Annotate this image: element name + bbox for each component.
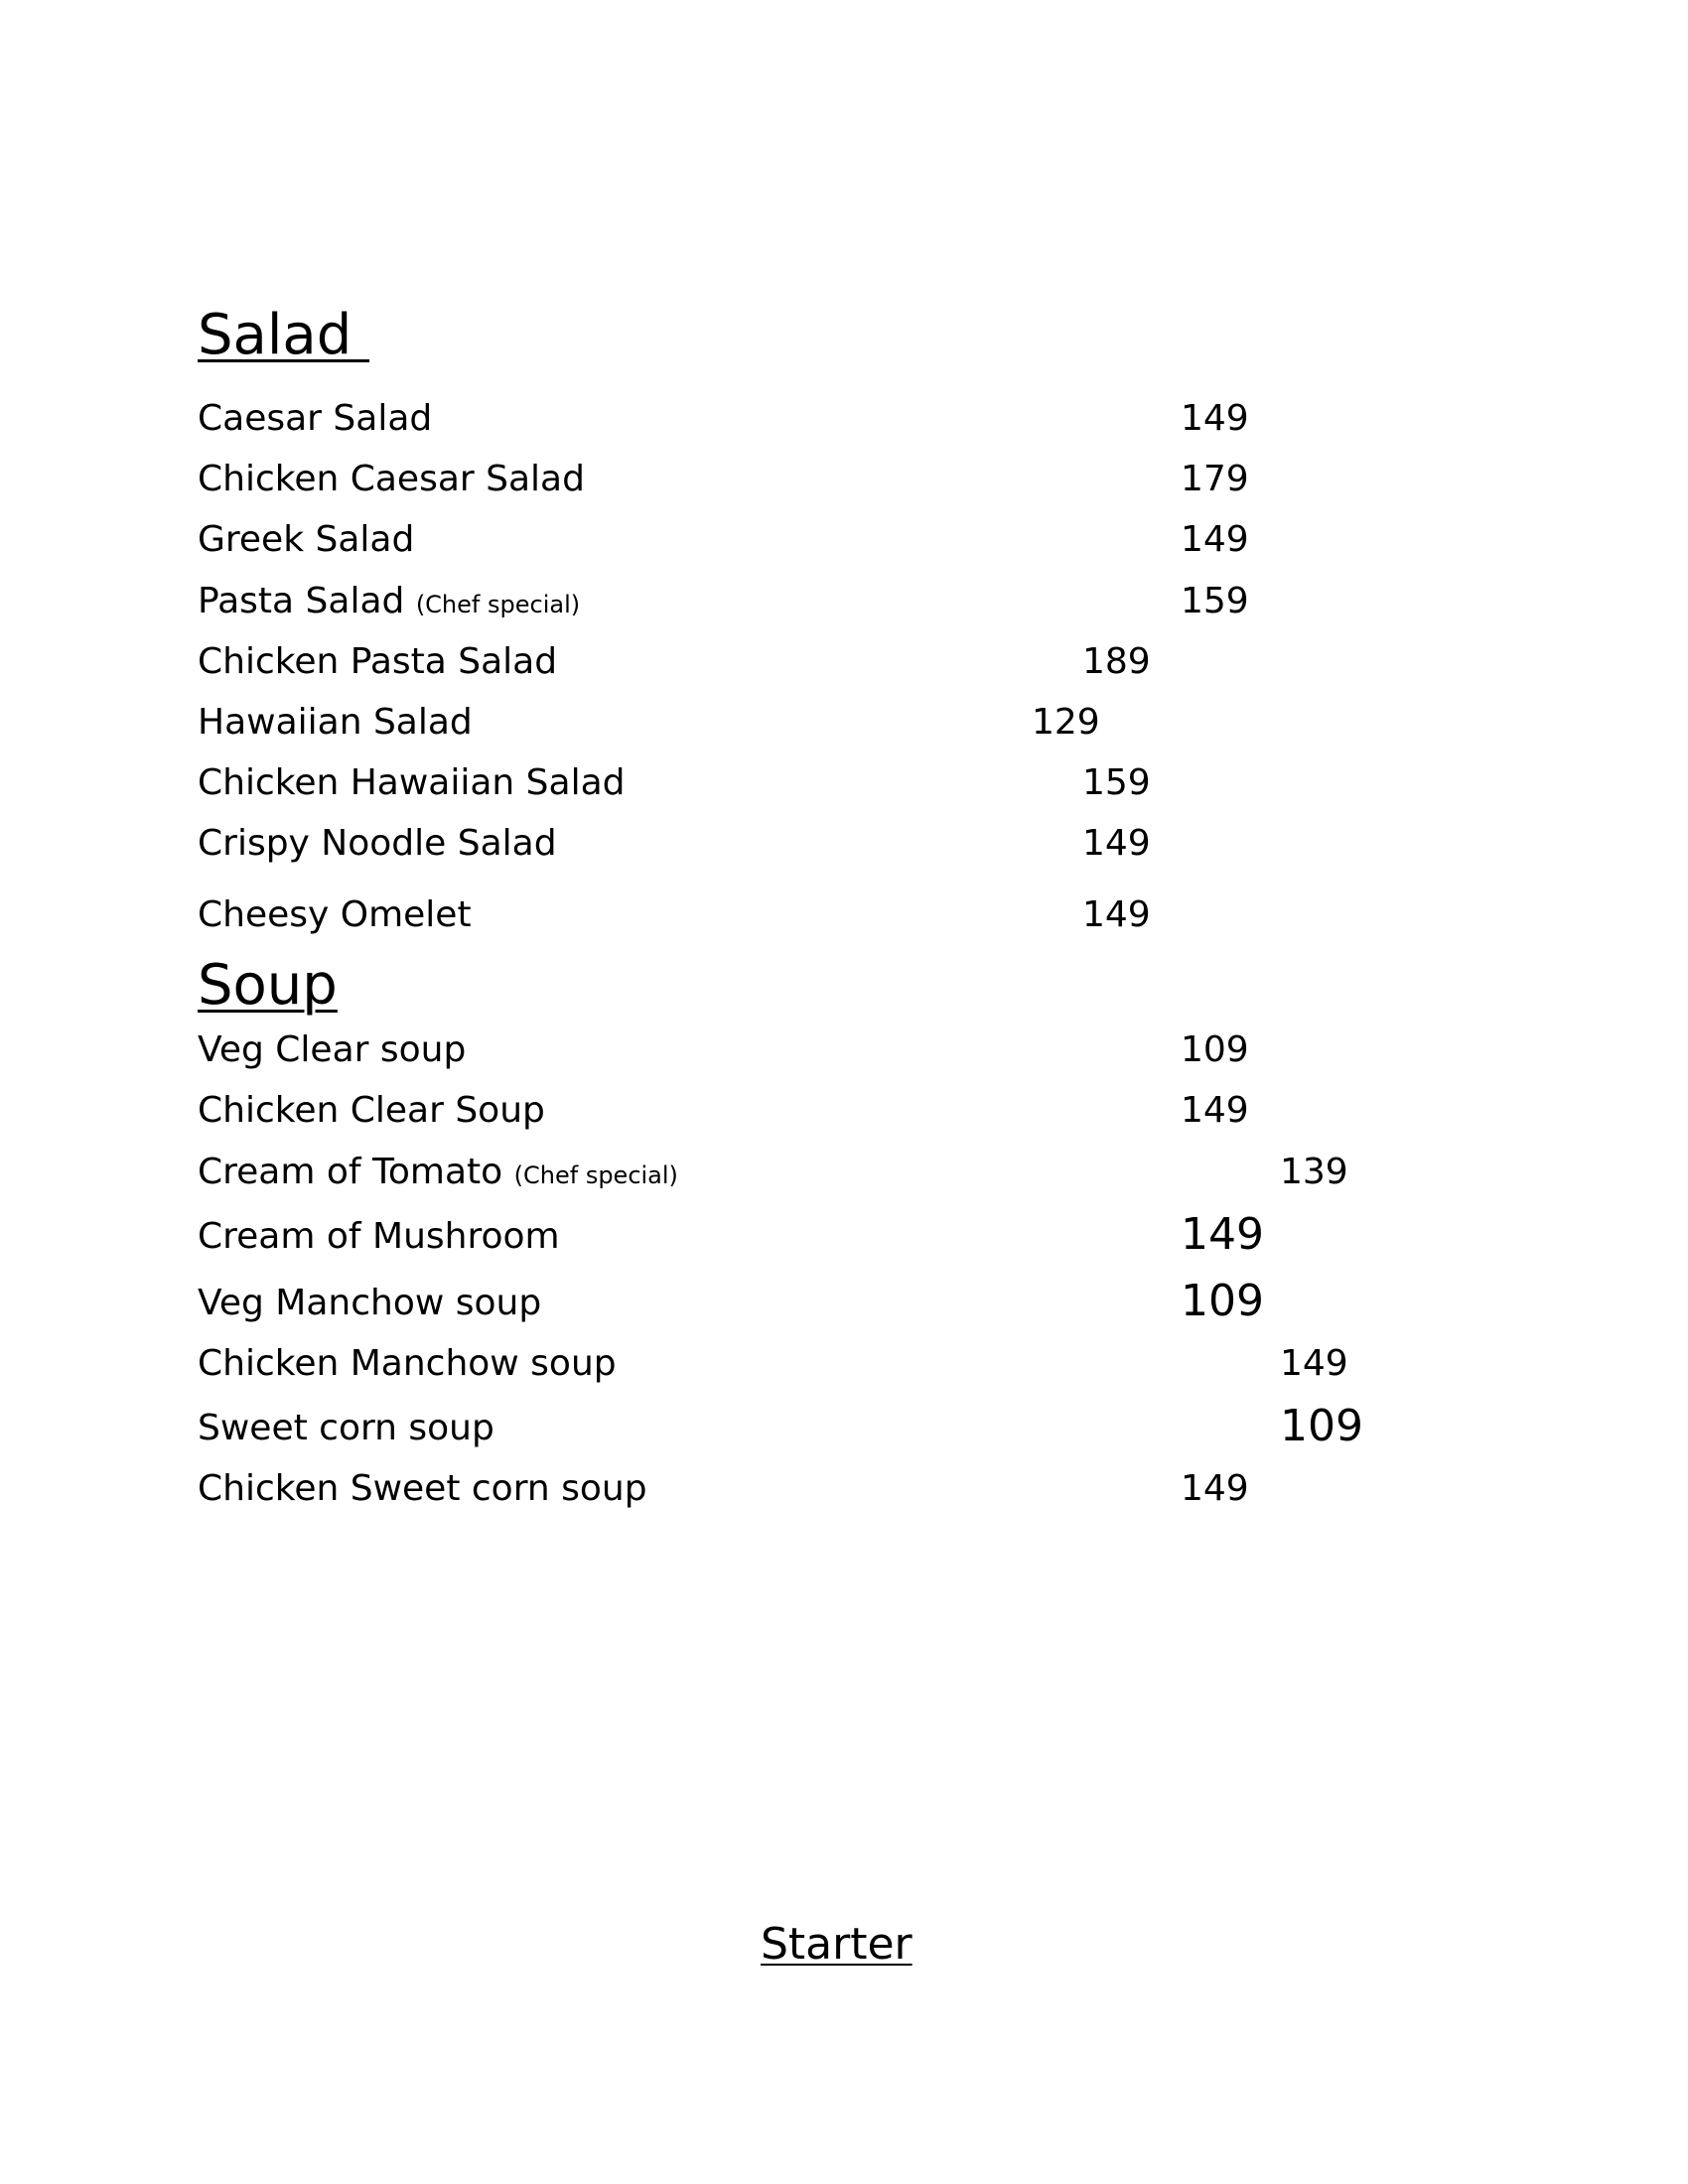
- menu-item-name: Chicken Pasta Salad: [198, 641, 558, 682]
- menu-item-name: Chicken Hawaiian Salad: [198, 762, 626, 803]
- menu-item-price: 159: [1082, 762, 1151, 803]
- soup-heading: Soup: [198, 953, 338, 1018]
- menu-item-name: Sweet corn soup: [198, 1408, 494, 1448]
- menu-item-price: 149: [1181, 1468, 1249, 1509]
- menu-item-name: Chicken Manchow soup: [198, 1343, 617, 1384]
- menu-item-price: 149: [1082, 823, 1151, 864]
- menu-item-name: Chicken Caesar Salad: [198, 459, 585, 499]
- menu-item-price: 159: [1181, 581, 1249, 621]
- menu-item-name: Chicken Sweet corn soup: [198, 1468, 647, 1509]
- menu-item-name: Cream of Tomato: [198, 1152, 503, 1192]
- menu-item-price: 149: [1082, 894, 1151, 935]
- chef-special-note: (Chef special): [415, 591, 581, 618]
- menu-item: [198, 581, 581, 621]
- menu-item-price: 109: [1280, 1401, 1363, 1451]
- menu-item-price: 179: [1181, 459, 1249, 499]
- menu-item-name: Hawaiian Salad: [198, 702, 473, 743]
- menu-item-price: 129: [1032, 702, 1100, 743]
- starter-heading: Starter: [761, 1919, 913, 1970]
- menu-item-name: Cheesy Omelet: [198, 894, 472, 935]
- menu-item-price: 149: [1181, 519, 1249, 560]
- menu-item-price: 149: [1181, 1090, 1249, 1131]
- menu-item: [198, 1152, 678, 1192]
- menu-item-price: 189: [1082, 641, 1151, 682]
- menu-item-price: 109: [1181, 1029, 1249, 1070]
- menu-item-name: Cream of Mushroom: [198, 1216, 560, 1257]
- salad-heading: Salad: [198, 303, 370, 367]
- menu-item-name: Chicken Clear Soup: [198, 1090, 545, 1131]
- menu-item-name: Pasta Salad: [198, 581, 405, 621]
- menu-item-name: Caesar Salad: [198, 398, 433, 439]
- chef-special-note: (Chef special): [513, 1161, 678, 1189]
- menu-item-price: 149: [1280, 1343, 1348, 1384]
- menu-item-price: 139: [1280, 1152, 1348, 1192]
- menu-item-name: Veg Manchow soup: [198, 1283, 542, 1323]
- menu-item-name: Veg Clear soup: [198, 1029, 467, 1070]
- menu-item-price: 149: [1181, 1209, 1264, 1260]
- menu-item-name: Crispy Noodle Salad: [198, 823, 557, 864]
- menu-item-price: 149: [1181, 398, 1249, 439]
- menu-item-price: 109: [1181, 1276, 1264, 1326]
- menu-item-name: Greek Salad: [198, 519, 415, 560]
